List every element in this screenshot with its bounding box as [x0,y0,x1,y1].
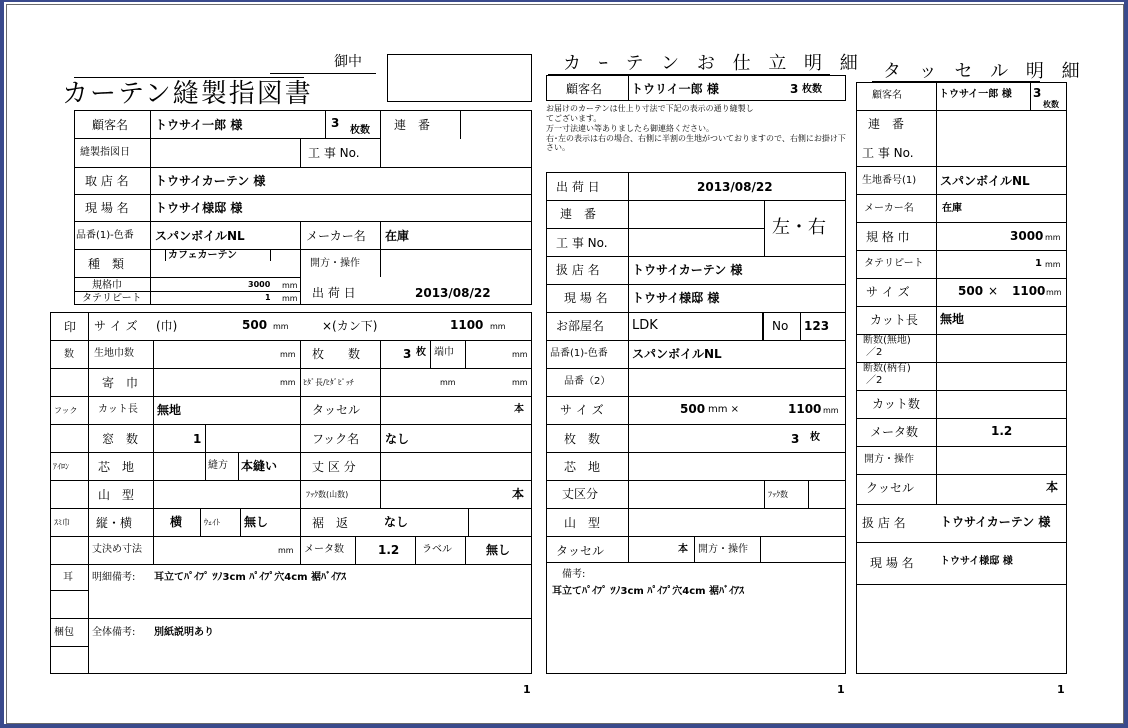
s3-maker-value: 在庫 [942,203,962,214]
s3-maker-label: メーカー名 [864,203,914,214]
s1-shurui-value: カフェカーテン [168,250,237,261]
window-frame-right [1124,0,1128,728]
s3-kaiho-label: 開方・操作 [864,454,914,465]
side-iron: ｱｲﾛﾝ [53,462,69,471]
s1-zentai-value: 別紙説明あり [154,627,214,638]
s2-hinban-label: 品番(1)-色番 [550,348,608,359]
onchu-label: 御中 [334,54,362,70]
s2-maisu-unit: 枚 [810,432,820,443]
s1-size-h: 1100 [450,318,484,332]
s1-kikaku-value: 3000 [248,280,271,289]
s1-hookname-value: なし [385,432,410,446]
s1-mado-value: 1 [193,432,202,446]
s2-no-label: No [772,319,789,333]
s1-nuikata-value: 本縫い [241,459,278,473]
s3-kiji-value: スパンボイルNL [940,174,1030,188]
s1-size-w: 500 [242,318,268,332]
window-frame-top [0,0,1128,2]
s1-tassel-unit: 本 [514,404,524,415]
s2-size-h-unit: mm [823,406,839,415]
s3-meter-value: 1.2 [991,424,1013,438]
s1-page-number: 1 [523,683,531,696]
s1-count-value: 3 [331,116,340,130]
sheet1-title: カーテン縫製指図書 [62,79,313,109]
s1-hookname-label: フック名 [312,432,360,446]
s1-genba-label: 現 場 名 [85,201,129,215]
s1-label-value: 無し [486,543,511,557]
s2-count-unit: 枚数 [802,84,822,95]
s1-takekime-unit: mm [278,546,294,555]
s3-toriten-label: 扱 店 名 [862,516,906,530]
s2-heya-value: LDK [632,318,658,333]
s3-size-x: × [988,284,999,298]
s1-meisai-value: 耳立てﾊﾟｲﾌﾟ ﾂﾉ3cm ﾊﾟｲﾌﾟ穴4cm 裾ﾊﾞｲｱｽ [154,572,347,583]
s3-koji-label: 工 事 No. [862,146,914,160]
s2-notice-1: お届けのカーテンは仕上り寸法で下記の表示の通り縫製し [546,104,754,113]
s2-tassel-label: タッセル [556,544,605,558]
s3-kokyaku-label: 顧客名 [872,90,902,101]
s3-kikaku-unit: mm [1045,233,1061,242]
s3-count-unit: 枚数 [1043,100,1059,109]
s2-maisu-value: 3 [791,432,800,446]
s1-shurui-label: 種 類 [88,257,125,271]
s3-kokyaku-value: トウサイ一郎 様 [939,89,1012,100]
s3-size-h: 1100 [1012,284,1046,298]
s3-kikaku-value: 3000 [1010,229,1044,243]
s2-maisu-label: 枚 数 [564,432,601,446]
s2-koji-label: 工 事 No. [556,236,608,250]
s1-zentai-label: 全体備考: [92,627,136,638]
s1-hida-unit2: mm [512,378,528,387]
s1-genba-value: トウサイ様邸 様 [155,201,243,215]
sheet2-title: カ ｰ テ ン お 仕 立 明 細 [563,53,864,74]
s1-kokyaku-label: 顧客名 [92,118,129,132]
s1-hida-unit1: mm [440,378,456,387]
s3-kikaku-label: 規 格 巾 [866,230,910,244]
s1-cut-label: カット長 [98,404,138,415]
s1-kikaku-unit: mm [282,281,298,290]
s2-shukka-value: 2013/08/22 [697,180,773,194]
s1-tateyoko-label: 縦・横 [96,516,133,530]
s2-toriten-value: トウサイカーテン 様 [632,263,743,277]
s1-jou-label: 丈 区 分 [312,460,356,474]
s3-count-value: 3 [1033,86,1042,100]
s1-cut-value: 無地 [157,403,182,417]
s1-hinban-value: スパンボイルNL [155,229,245,243]
s2-shin-label: 芯 地 [564,460,601,474]
s1-yohaku-unit: mm [280,378,296,387]
s1-meter-value: 1.2 [378,543,400,557]
s1-kokyaku-value: トウサイ一郎 様 [155,118,243,132]
s3-genba-value: トウサイ様邸 様 [940,556,1013,567]
s2-heya-label: お部屋名 [556,319,605,333]
s1-suso-value: なし [384,515,409,529]
s1-suso-label: 裾 返 [312,516,349,530]
onchu-underline [270,73,376,74]
s1-shukka-value: 2013/08/22 [415,286,491,300]
s2-hinban-value: スパンボイルNL [632,347,722,361]
s3-dan2-label: 断数(柄有) [863,363,911,374]
s1-weight-value: 無し [244,515,269,529]
s1-weight-label: ｳｪｲﾄ [204,518,220,527]
s2-genba-label: 現 場 名 [564,291,608,305]
s2-jou-label: 丈区分 [562,487,599,501]
s3-dan2-sub: ／2 [866,375,883,386]
s2-biko-value: 耳立てﾊﾟｲﾌﾟ ﾂﾉ3cm ﾊﾟｲﾌﾟ穴4cm 裾ﾊﾞｲｱｽ [552,586,745,597]
s2-shukka-label: 出 荷 日 [556,180,600,194]
s3-cutsu-label: カット数 [872,397,920,411]
s1-maisu-label: 枚 数 [312,347,361,361]
s1-kiji-label: 生地巾数 [94,348,134,359]
s2-genba-value: トウサイ様邸 様 [632,291,720,305]
side-sumi: ｽﾐ巾 [54,518,70,527]
s3-size-label: サ イ ズ [866,285,910,299]
s1-kikaku-label: 規格巾 [92,280,122,291]
side-in: 印 [64,320,77,334]
s3-genba-label: 現 場 名 [870,556,914,570]
s2-hinban2-label: 品番（2） [564,376,611,387]
s2-notice-3: 万一寸法違い等ありましたら御連絡ください。 [546,124,714,133]
s1-tassel-label: タッセル [312,403,361,417]
s1-meisai-label: 明細備考: [92,572,136,583]
s1-maker-label: メーカー名 [306,229,366,243]
s3-page-number: 1 [1057,683,1065,696]
s2-toriten-label: 扱 店 名 [556,263,600,277]
s2-kaiho-label: 開方・操作 [698,544,748,555]
s1-size-haba: (巾) [156,319,178,333]
s3-detail-block [856,82,1067,674]
s1-hashi-label: 端巾 [434,347,454,358]
s1-label-label: ラベル [422,544,452,555]
s3-meter-label: メータ数 [870,425,919,439]
s2-notice-2: てございます。 [546,114,602,123]
s2-no-value: 123 [804,319,830,333]
s1-maker-value: 在庫 [385,229,410,243]
s1-kaiho-label: 開方・操作 [310,258,360,269]
s1-tateyoko-value: 横 [170,515,183,529]
side-hook: フック [54,406,78,415]
s1-tate-unit: mm [282,294,298,303]
s3-tate-value: 1 [1035,258,1042,269]
s2-kokyaku-label: 顧客名 [566,82,603,96]
s1-maisu-unit: 枚 [416,347,426,358]
s1-hooksu-unit: 本 [512,487,525,501]
s1-size-h-unit: mm [490,322,506,331]
s1-meter-label: メータ数 [304,544,344,555]
side-konpo: 梱包 [54,627,74,638]
s3-toriten-value: トウサイカーテン 様 [940,515,1051,529]
window-frame-left [0,0,4,728]
s1-maisu-value: 3 [403,347,412,361]
s1-nuikata-label: 縫方 [208,460,228,471]
s1-size-w-unit: mm [273,322,289,331]
s2-count-value: 3 [790,82,799,96]
s3-cushion-label: クッセル [866,481,915,495]
s3-cut-label: カット長 [870,313,918,327]
side-mimi: 耳 [63,572,73,583]
s1-koji-label: 工 事 No. [308,146,360,160]
s1-hooksu-label: ﾌｯｸ数(山数) [306,490,349,499]
s1-toriten-value: トウサイカーテン 様 [155,174,266,188]
s1-hashi-unit: mm [512,350,528,359]
s3-size-h-unit: mm [1046,288,1062,297]
s2-biko-label: 備考: [562,569,586,580]
onchu-box [387,54,532,102]
s3-cushion-unit: 本 [1046,480,1059,494]
header-block [74,110,532,305]
s1-yama-label: 山 型 [98,488,135,502]
s1-hosei-label: 縫製指図日 [80,147,130,158]
s3-dan1-label: 断数(無地) [863,335,911,346]
s1-count-unit: 枚数 [350,125,370,136]
s1-shukka-label: 出 荷 日 [312,286,356,300]
s2-notice-4: 右･左の表示は右の場合、右側に半割の生地がついておりますので、右側にお掛け下さい。 [546,134,846,152]
s3-size-w: 500 [958,284,984,298]
s3-tate-unit: mm [1045,260,1061,269]
title-overline [74,77,304,78]
s1-tate-label: タテリピート [82,293,142,304]
s1-shin-label: 芯 地 [98,460,135,474]
s2-hooksu-label: ﾌｯｸ数 [768,490,788,499]
s2-page-number: 1 [837,683,845,696]
s2-size-h: 1100 [788,402,822,416]
s3-dan1-sub: ／2 [866,347,883,358]
s1-size-label: サ イ ズ [94,319,138,333]
s3-tate-label: タテリピート [864,258,924,269]
s2-yama-label: 山 型 [564,516,601,530]
s1-kiji-unit: mm [280,350,296,359]
s1-tate-value: 1 [265,293,271,302]
s3-cut-value: 無地 [940,312,965,326]
s1-hinban-label: 品番(1)-色番 [76,230,134,241]
s3-kiji-label: 生地番号(1) [862,175,917,186]
sheet3-title: タ ッ セ ル 明 細 [883,61,1086,82]
s1-yohaku-label: 寄 巾 [102,376,139,390]
s2-renban-label: 連 番 [560,207,597,221]
s3-renban-label: 連 番 [868,117,905,131]
side-su: 数 [64,349,74,360]
s1-hida-label: ﾋﾀﾞ長/ﾋﾀﾞﾋﾟｯﾁ [303,378,354,387]
s1-mado-label: 窓 数 [102,432,139,446]
s2-size-label: サ イ ズ [560,403,604,417]
s2-tassel-unit: 本 [678,544,688,555]
s1-takekime-label: 丈決め寸法 [92,544,142,555]
s2-kokyaku-value: トウリイ一郎 様 [631,82,719,96]
s1-size-x: ×(カン下) [322,319,378,333]
s1-renban-label: 連 番 [394,118,431,132]
s2-lr-value: 左・右 [772,217,826,238]
s1-toriten-label: 取 店 名 [85,174,129,188]
s2-size-w-unit: mm × [708,404,740,415]
window-frame-bottom [0,724,1128,728]
s2-size-w: 500 [680,402,706,416]
